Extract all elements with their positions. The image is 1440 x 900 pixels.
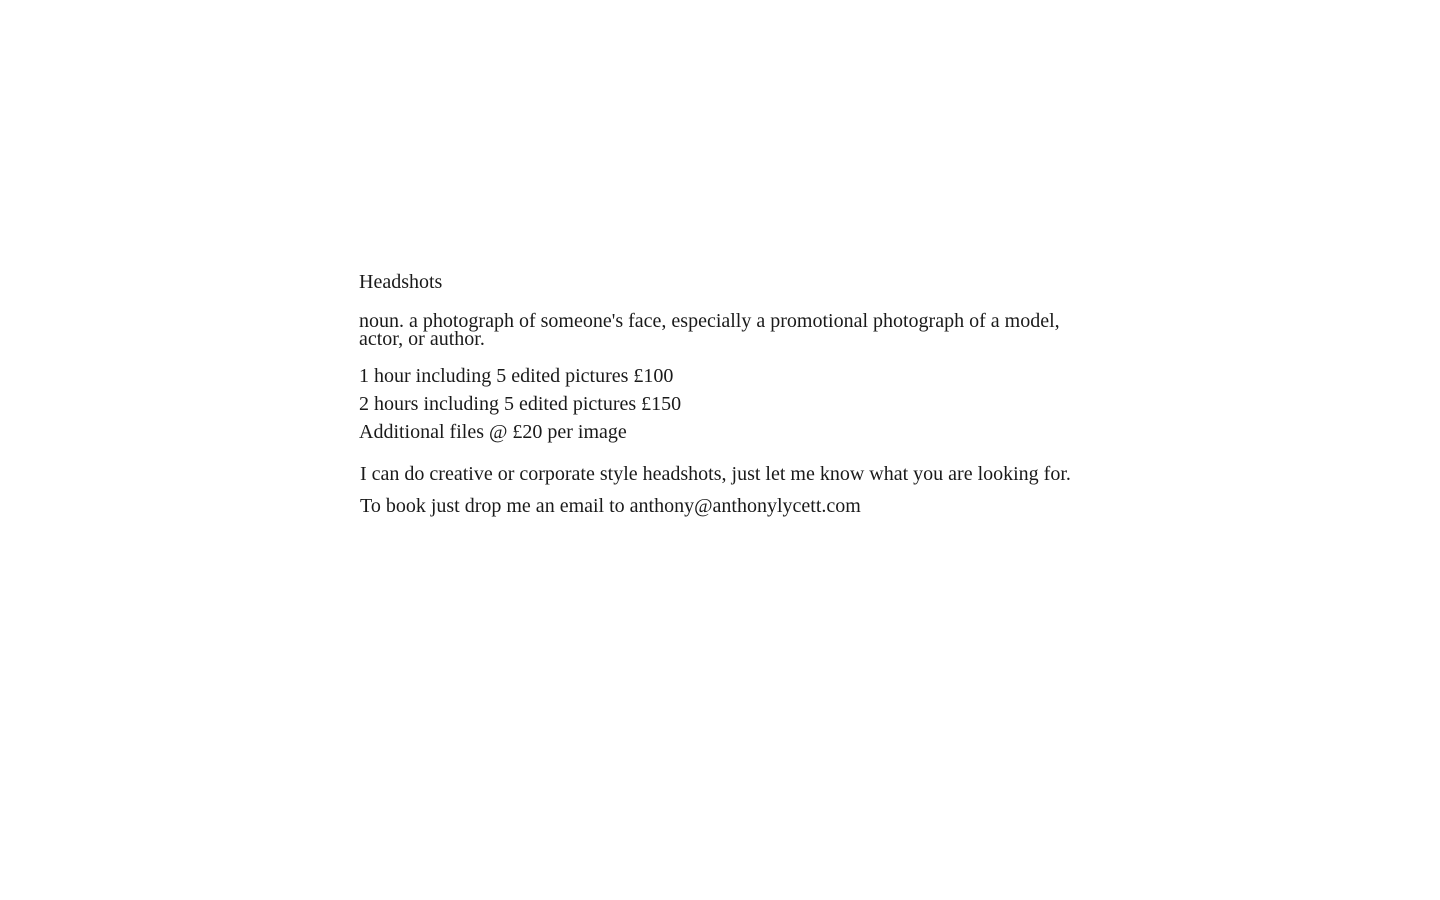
page-title: Headshots (359, 271, 443, 293)
price-item-additional-files: Additional files @ £20 per image (359, 421, 627, 443)
headshots-content (359, 268, 1089, 524)
headshot-definition: noun. a photograph of someone's face, especially a promotional photograph of a model, actor, or author. (359, 310, 1060, 350)
price-item-2-hours: 2 hours including 5 edited pictures £150 (359, 393, 682, 415)
price-list (359, 362, 1089, 446)
booking-email-link[interactable]: anthony@anthonylycett.com (629, 495, 861, 517)
price-item-1-hour: 1 hour including 5 edited pictures £100 (359, 365, 674, 387)
booking-text: To book just drop me an email to (360, 495, 630, 517)
styles-note: I can do creative or corporate style headshots, just let me know what you are looking for. (360, 463, 1071, 485)
booking-line (360, 492, 1089, 520)
